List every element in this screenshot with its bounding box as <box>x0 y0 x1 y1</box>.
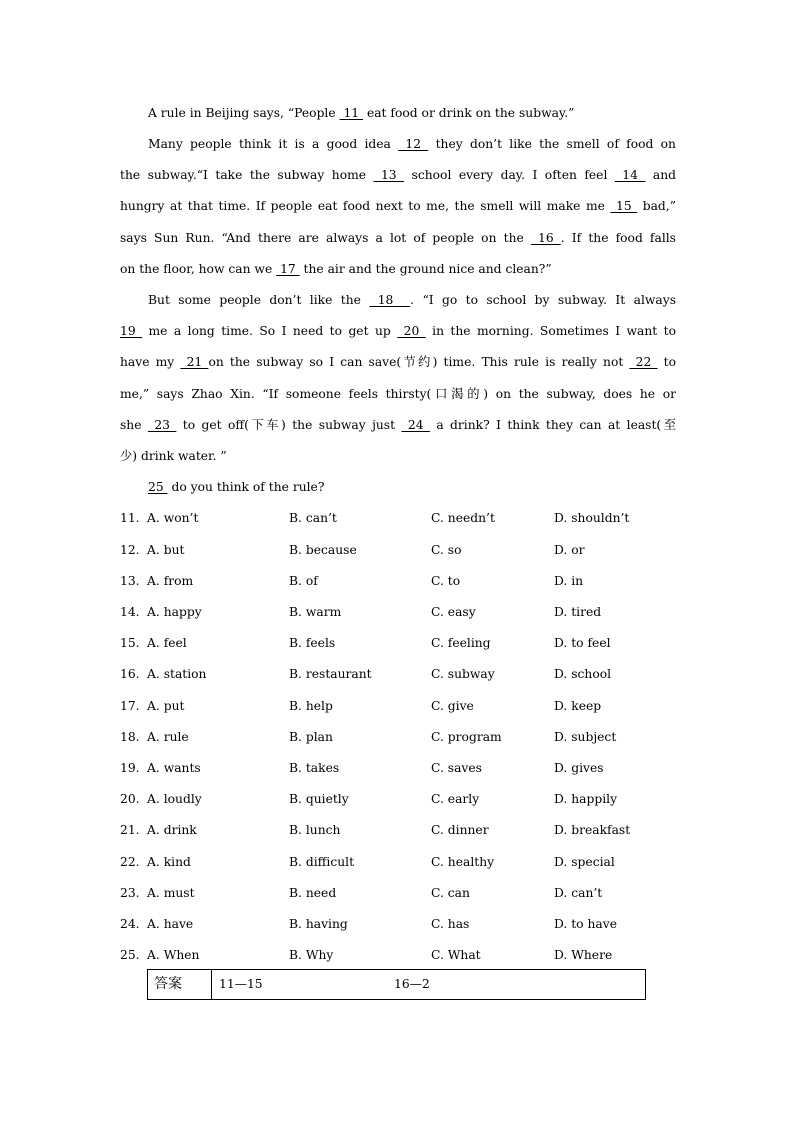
blank-17: 17 <box>276 262 300 276</box>
option-c: C. What <box>431 948 481 962</box>
passage-text: she <box>120 418 148 432</box>
passage-line-4 <box>120 197 676 215</box>
option-d: D. happily <box>554 792 618 806</box>
option-row-25 <box>120 946 680 964</box>
passage-text: says Sun Run. “And there are always a lot of people on the <box>120 231 531 245</box>
option-b: B. warm <box>289 605 342 619</box>
passage-line-9 <box>120 353 676 371</box>
option-d: D. Where <box>554 948 613 962</box>
passage-text: to get off(下车) the subway just <box>176 418 402 432</box>
option-c: C. so <box>431 543 462 557</box>
answer-table <box>147 969 646 1000</box>
option-b: B. Why <box>289 948 334 962</box>
option-a: A. happy <box>147 605 202 619</box>
passage-text: me a long time. So I need to get up <box>142 324 398 338</box>
passage-text: have my <box>120 355 181 369</box>
option-d: D. gives <box>554 761 604 775</box>
option-d: D. or <box>554 543 585 557</box>
option-d: D. subject <box>554 730 617 744</box>
option-b: B. difficult <box>289 855 355 869</box>
passage-line-8 <box>120 322 676 340</box>
option-d: D. school <box>554 667 612 681</box>
passage-text: a drink? I think they can at least(至 <box>429 418 677 432</box>
option-row-16 <box>120 665 680 683</box>
blank-25: 25 <box>148 480 168 494</box>
passage-line-10 <box>120 385 676 403</box>
option-b: B. lunch <box>289 823 341 837</box>
blank-14: 14 <box>614 168 646 182</box>
passage-text: and <box>645 168 676 182</box>
question-number: 12. <box>120 543 140 557</box>
question-number: 25. <box>120 948 140 962</box>
option-c: C. early <box>431 792 480 806</box>
question-number: 18. <box>120 730 140 744</box>
option-row-23 <box>120 884 680 902</box>
question-number: 13. <box>120 574 140 588</box>
option-a: A. drink <box>147 823 197 837</box>
option-d: D. special <box>554 855 615 869</box>
option-c: C. subway <box>431 667 495 681</box>
answer-range-11-15: 11—15 <box>219 977 263 991</box>
option-c: C. has <box>431 917 470 931</box>
option-a: A. from <box>147 574 194 588</box>
passage-text: bad,” <box>637 199 676 213</box>
option-b: B. help <box>289 699 333 713</box>
blank-22: 22 <box>629 355 658 369</box>
passage-line-11 <box>120 416 676 434</box>
passage-text: But some people don’t like the <box>148 293 370 307</box>
question-number: 14. <box>120 605 140 619</box>
passage-text: on the floor, how can we <box>120 262 277 276</box>
blank-18: 18 <box>369 293 411 307</box>
blank-23: 23 <box>147 418 177 432</box>
question-number: 11. <box>120 511 140 525</box>
option-a: A. won’t <box>147 511 199 525</box>
question-number: 22. <box>120 855 140 869</box>
option-row-18 <box>120 728 680 746</box>
option-c: C. dinner <box>431 823 489 837</box>
question-number: 23. <box>120 886 140 900</box>
option-row-12 <box>120 541 680 559</box>
option-c: C. saves <box>431 761 482 775</box>
question-number: 19. <box>120 761 140 775</box>
option-b: B. quietly <box>289 792 349 806</box>
option-row-17 <box>120 697 680 715</box>
blank-21: 21 <box>180 355 209 369</box>
option-a: A. have <box>147 917 194 931</box>
passage-text: me,” says Zhao Xin. “If someone feels thirsty(口渴的) on the subway, does he or <box>120 387 676 401</box>
question-number: 16. <box>120 667 140 681</box>
blank-20: 20 <box>397 324 426 338</box>
option-row-11 <box>120 509 680 527</box>
passage-text: they don’t like the smell of food on <box>428 137 676 151</box>
passage-text: . If the food falls <box>560 231 676 245</box>
answer-range-16-20: 16—2 <box>394 977 430 991</box>
option-b: B. having <box>289 917 348 931</box>
option-a: A. put <box>147 699 185 713</box>
blank-16: 16 <box>530 231 561 245</box>
option-a: A. station <box>147 667 207 681</box>
option-b: B. takes <box>289 761 340 775</box>
option-b: B. plan <box>289 730 333 744</box>
option-row-15 <box>120 634 680 652</box>
passage-text: Many people think it is a good idea <box>148 137 399 151</box>
option-a: A. wants <box>147 761 201 775</box>
passage-line-3 <box>120 166 676 184</box>
passage-line-13 <box>148 478 676 496</box>
option-c: C. to <box>431 574 461 588</box>
option-c: C. give <box>431 699 474 713</box>
option-d: D. shouldn’t <box>554 511 630 525</box>
option-d: D. can’t <box>554 886 603 900</box>
option-row-22 <box>120 853 680 871</box>
option-a: A. rule <box>147 730 189 744</box>
option-d: D. keep <box>554 699 602 713</box>
answer-label: 答案 <box>148 970 212 999</box>
option-row-13 <box>120 572 680 590</box>
blank-24: 24 <box>401 418 430 432</box>
option-d: D. to have <box>554 917 617 931</box>
option-c: C. easy <box>431 605 476 619</box>
question-number: 24. <box>120 917 140 931</box>
option-b: B. restaurant <box>289 667 372 681</box>
passage-line-7 <box>148 291 676 309</box>
option-d: D. to feel <box>554 636 611 650</box>
option-row-14 <box>120 603 680 621</box>
question-number: 17. <box>120 699 140 713</box>
passage-text: the subway.“I take the subway home <box>120 168 374 182</box>
blank-15: 15 <box>610 199 638 213</box>
option-a: A. When <box>147 948 200 962</box>
option-c: C. feeling <box>431 636 491 650</box>
passage-text: . “I go to school by subway. It always <box>410 293 677 307</box>
passage-text: on the subway so I can save(节约) time. This rule is really not <box>208 355 630 369</box>
passage-line-12 <box>120 447 676 465</box>
option-a: A. loudly <box>147 792 202 806</box>
passage-text: A rule in Beijing says, “People <box>148 106 340 120</box>
passage-line-2 <box>148 135 676 153</box>
passage-text: in the morning. Sometimes I want to <box>425 324 677 338</box>
option-b: B. can’t <box>289 511 337 525</box>
option-row-20 <box>120 790 680 808</box>
blank-12: 12 <box>398 137 429 151</box>
option-a: A. kind <box>147 855 191 869</box>
blank-11: 11 <box>339 106 364 120</box>
option-c: C. needn’t <box>431 511 495 525</box>
passage-text: do you think of the rule? <box>167 480 325 494</box>
option-row-19 <box>120 759 680 777</box>
passage-line-6 <box>120 260 676 278</box>
option-c: C. program <box>431 730 502 744</box>
option-d: D. tired <box>554 605 602 619</box>
option-row-21 <box>120 821 680 839</box>
passage-text: school every day. I often feel <box>404 168 615 182</box>
option-d: D. in <box>554 574 584 588</box>
option-row-24 <box>120 915 680 933</box>
question-number: 20. <box>120 792 140 806</box>
option-b: B. feels <box>289 636 336 650</box>
passage-line-1 <box>148 104 676 122</box>
passage-line-5 <box>120 229 676 247</box>
option-b: B. because <box>289 543 357 557</box>
option-a: A. must <box>147 886 195 900</box>
passage-text: to <box>657 355 677 369</box>
option-c: C. healthy <box>431 855 495 869</box>
question-number: 21. <box>120 823 140 837</box>
passage-text: 少) drink water. ” <box>120 449 227 463</box>
question-number: 15. <box>120 636 140 650</box>
option-c: C. can <box>431 886 470 900</box>
passage-text: hungry at that time. If people eat food next to me, the smell will make me <box>120 199 611 213</box>
option-a: A. but <box>147 543 185 557</box>
option-a: A. feel <box>147 636 187 650</box>
blank-19: 19 <box>120 324 143 338</box>
option-b: B. of <box>289 574 318 588</box>
option-b: B. need <box>289 886 337 900</box>
passage-text: eat food or drink on the subway.” <box>363 106 575 120</box>
passage-text: the air and the ground nice and clean?” <box>299 262 552 276</box>
option-d: D. breakfast <box>554 823 631 837</box>
blank-13: 13 <box>373 168 405 182</box>
